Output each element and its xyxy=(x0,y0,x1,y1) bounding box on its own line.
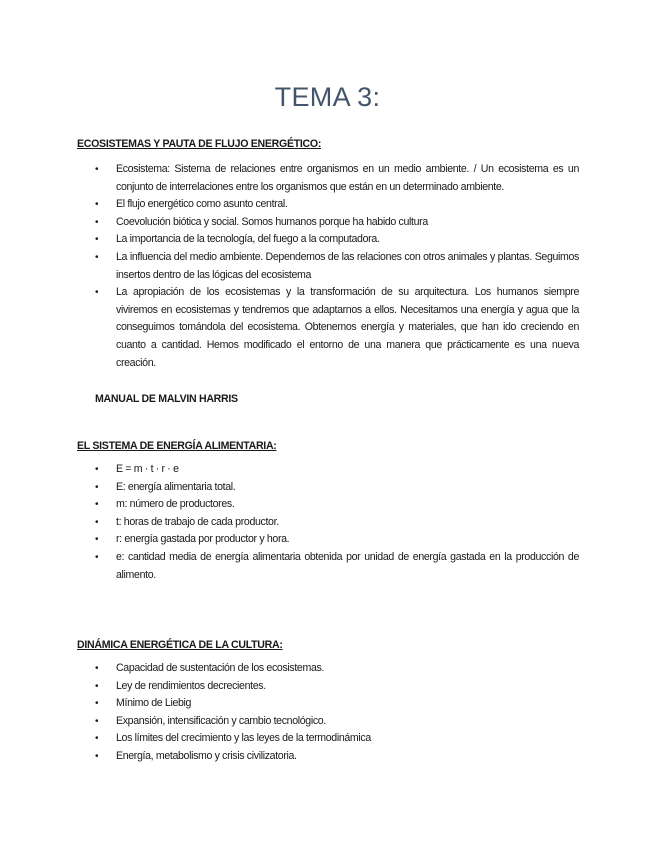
list-item: • E: energía alimentaria total. xyxy=(95,479,579,497)
section-heading-energia-alimentaria: EL SISTEMA DE ENERGÍA ALIMENTARIA: xyxy=(77,440,277,452)
list-item: • E = m · t · r · e xyxy=(95,461,579,479)
bullet-icon: • xyxy=(95,680,99,692)
list-item: • r: energía gastada por productor y hora. xyxy=(95,531,579,549)
list-item: • La influencia del medio ambiente. Dependemos de las relaciones con otros animales y plantas. Seguimos insertos dentro de las lógicas del ecosistema xyxy=(95,250,579,281)
list-item: • La importancia de la tecnología, del fuego a la computadora. xyxy=(95,231,579,249)
bullet-icon: • xyxy=(95,287,99,299)
bullet-icon: • xyxy=(95,199,99,211)
list-item: • La apropiación de los ecosistemas y la transformación de su arquitectura. Los humanos siempre viviremos en ecosistemas y tendremos que adaptarnos a ellos. Necesitamos una energía y agua que la conseguimos tomándola del ecosistema. Obtenemos energía y materiales, que han ido creciendo en cuanto a cantidad. Hemos modificado el entorno de una manera que prácticamente es una nueva creación. xyxy=(95,286,579,369)
section-list-ecosistemas xyxy=(95,161,579,372)
section-heading-dinamica-energetica: DINÁMICA ENERGÉTICA DE LA CULTURA: xyxy=(77,639,283,651)
section-list-energia-alimentaria xyxy=(95,461,579,584)
section-list-dinamica-energetica xyxy=(95,660,579,766)
list-item: • Mínimo de Liebig xyxy=(95,695,579,713)
bullet-icon: • xyxy=(95,551,99,563)
section-heading-ecosistemas: ECOSISTEMAS Y PAUTA DE FLUJO ENERGÉTICO: xyxy=(77,138,322,150)
bullet-icon: • xyxy=(95,481,99,493)
list-item: • El flujo energético como asunto central. xyxy=(95,196,579,214)
bullet-icon: • xyxy=(95,499,99,511)
bullet-icon: • xyxy=(95,251,99,263)
list-item: • Energía, metabolismo y crisis civilizatoria. xyxy=(95,748,579,766)
list-item: • Capacidad de sustentación de los ecosistemas. xyxy=(95,660,579,678)
list-item: • e: cantidad media de energía alimentaria obtenida por unidad de energía gastada en la producción de alimento. xyxy=(95,550,579,581)
bullet-icon: • xyxy=(95,164,99,175)
list-item: • Coevolución biótica y social. Somos humanos porque ha habido cultura xyxy=(95,214,579,232)
list-item: • Expansión, intensificación y cambio tecnológico. xyxy=(95,713,579,731)
bullet-icon: • xyxy=(95,216,99,228)
bullet-icon: • xyxy=(95,534,99,546)
list-item: • m: número de productores. xyxy=(95,496,579,514)
bullet-icon: • xyxy=(95,516,99,528)
page-title: TEMA 3: xyxy=(274,82,381,112)
bullet-icon: • xyxy=(95,698,99,710)
list-item: • t: horas de trabajo de cada productor. xyxy=(95,514,579,532)
manual-reference: MANUAL DE MALVIN HARRIS xyxy=(95,393,238,405)
bullet-icon: • xyxy=(95,733,99,745)
list-item: • Ecosistema: Sistema de relaciones entre organismos en un medio ambiente. / Un ecosistema es un conjunto de interrelaciones entre los organismos que están en un determinado ambiente. xyxy=(95,163,579,193)
bullet-icon: • xyxy=(95,750,99,762)
bullet-icon: • xyxy=(95,234,99,246)
bullet-icon: • xyxy=(95,464,99,475)
bullet-icon: • xyxy=(95,663,99,674)
bullet-icon: • xyxy=(95,715,99,727)
list-item: • Los límites del crecimiento y las leyes de la termodinámica xyxy=(95,730,579,748)
list-item: • Ley de rendimientos decrecientes. xyxy=(95,678,579,696)
